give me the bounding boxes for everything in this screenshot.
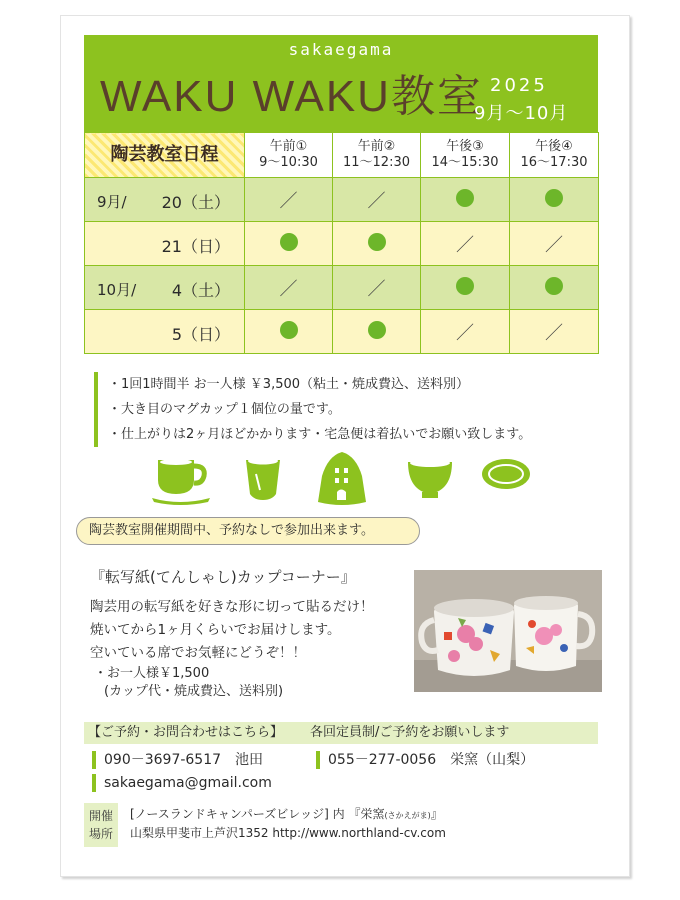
phone-ikeda[interactable]: 090－3697-6517 池田 xyxy=(92,751,263,769)
header-banner xyxy=(84,35,598,132)
bowl-icon xyxy=(404,450,456,502)
contact-heading: 【ご予約・お問合わせはこちら】 xyxy=(88,725,284,740)
phone-sakaegama[interactable]: 055－277-0056 栄窯（山梨） xyxy=(316,751,534,769)
contact-note: 各回定員制/ご予約をお願いします xyxy=(310,725,510,740)
venue-address: 山梨県甲斐市上芦沢1352 http://www.northland-cv.com xyxy=(130,826,446,840)
slot-cell xyxy=(245,178,333,222)
brand-title: WAKU WAKU教室 xyxy=(100,72,483,121)
slot-cell xyxy=(421,178,510,222)
brand-period: 9月～10月 xyxy=(474,103,569,124)
unavailable-slash: ／ xyxy=(456,322,474,344)
available-dot-icon xyxy=(368,321,386,339)
info-line: ・1回1時間半 お一人様 ￥3,500（粘土・焼成費込、送料別） xyxy=(108,377,470,392)
slot-cell xyxy=(510,310,599,354)
slot-cell xyxy=(245,266,333,310)
date-cell xyxy=(85,310,245,354)
available-dot-icon xyxy=(545,189,563,207)
slot-cell xyxy=(510,222,599,266)
info-list xyxy=(94,372,531,447)
slot-cell xyxy=(421,266,510,310)
schedule-row xyxy=(85,222,599,266)
column-header: 午前① 9～10:30 xyxy=(245,133,333,178)
contact-header-bar xyxy=(84,722,598,744)
slot-cell xyxy=(510,266,599,310)
available-dot-icon xyxy=(456,277,474,295)
column-header: 午前② 11～12:30 xyxy=(333,133,421,178)
yunomi-icon xyxy=(242,450,284,506)
available-dot-icon xyxy=(280,233,298,251)
unavailable-slash: ／ xyxy=(367,190,386,212)
date-day: 5（日） xyxy=(171,325,230,344)
note-bubble: 陶芸教室開催期間中、予約なしで参加出来ます。 xyxy=(76,517,420,545)
column-header: 午後③ 14～15:30 xyxy=(421,133,510,178)
available-dot-icon xyxy=(368,233,386,251)
info-line: ・仕上がりは2ヶ月ほどかかります・宅急便は着払いでお願い致します。 xyxy=(108,427,532,442)
unavailable-slash: ／ xyxy=(367,278,386,300)
info-line: ・大き目のマグカップ１個位の量です。 xyxy=(108,402,341,417)
unavailable-slash: ／ xyxy=(279,190,298,212)
venue-label: 開催 場所 xyxy=(84,803,118,847)
brand-year: 2025 xyxy=(490,75,548,96)
email-link[interactable]: sakaegama@gmail.com xyxy=(92,774,272,792)
available-dot-icon xyxy=(280,321,298,339)
house-ornament-icon xyxy=(316,450,368,508)
date-month: 9月/ xyxy=(97,193,127,211)
cup-saucer-icon xyxy=(150,450,212,506)
venue-name: [ノースランドキャンパーズビレッジ] 内 『栄窯(さかえがま)』 xyxy=(130,807,443,821)
date-month: 10月/ xyxy=(97,281,137,299)
date-day: 4（土） xyxy=(171,281,230,300)
slot-cell xyxy=(333,178,421,222)
schedule-row xyxy=(85,266,599,310)
slot-cell xyxy=(333,310,421,354)
slot-cell xyxy=(245,310,333,354)
schedule-title: 陶芸教室日程 xyxy=(85,133,245,178)
unavailable-slash: ／ xyxy=(545,322,563,344)
brand-subtitle: sakaegama xyxy=(288,40,394,59)
unavailable-slash: ／ xyxy=(545,234,563,256)
date-day: 20（土） xyxy=(161,193,230,212)
slot-cell xyxy=(333,266,421,310)
slot-cell xyxy=(421,310,510,354)
unavailable-slash: ／ xyxy=(279,278,298,300)
schedule-row xyxy=(85,178,599,222)
date-cell xyxy=(85,266,245,310)
schedule-row xyxy=(85,310,599,354)
column-header: 午後④ 16～17:30 xyxy=(510,133,599,178)
available-dot-icon xyxy=(545,277,563,295)
date-cell xyxy=(85,222,245,266)
date-cell xyxy=(85,178,245,222)
mugs-photo xyxy=(414,570,602,692)
schedule-header-row xyxy=(85,133,599,178)
slot-cell xyxy=(245,222,333,266)
slot-cell xyxy=(421,222,510,266)
tenshaku-title: 『転写紙(てんしゃし)カップコーナー』 xyxy=(90,568,356,586)
plate-icon xyxy=(480,450,532,494)
slot-cell xyxy=(333,222,421,266)
date-day: 21（日） xyxy=(161,237,230,256)
schedule-table xyxy=(84,132,599,354)
unavailable-slash: ／ xyxy=(456,234,474,256)
slot-cell xyxy=(510,178,599,222)
available-dot-icon xyxy=(456,189,474,207)
pottery-icons xyxy=(150,450,530,508)
tenshaku-description: 陶芸用の転写紙を好きな形に切って貼るだけ！ 焼いてから1ヶ月くらいでお届けします。 空いている席でお気軽にどうぞ！！ xyxy=(90,599,374,661)
tenshaku-price: ・お一人様￥1,500 (カップ代・焼成費込、送料別) xyxy=(94,666,284,699)
